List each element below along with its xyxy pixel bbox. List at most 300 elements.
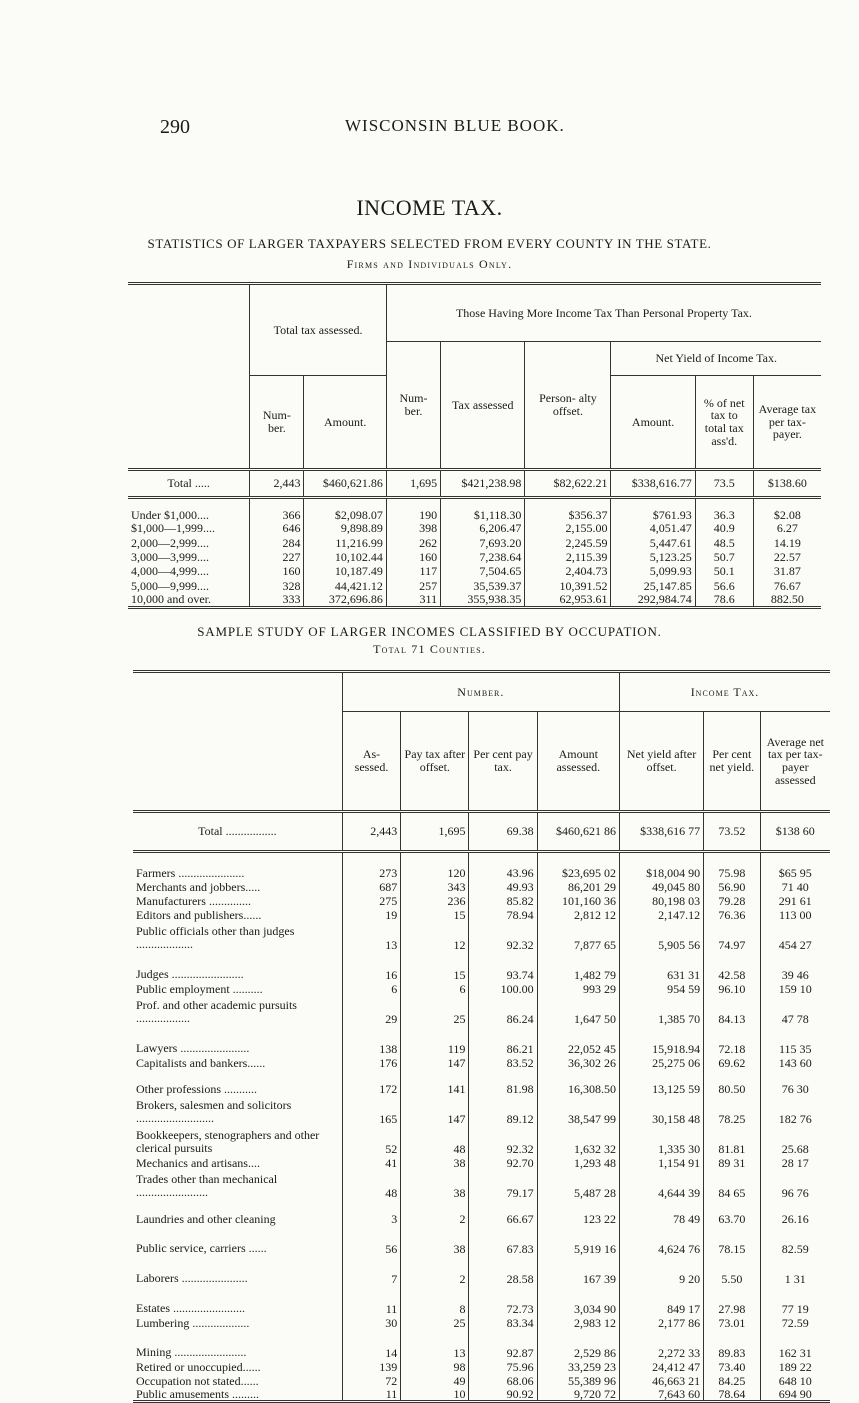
total-cell: 2,443 — [342, 812, 401, 852]
table-cell: 159 10 — [760, 982, 830, 996]
row-label: Bookkeepers, stenographers and other clerical pursuits — [136, 1128, 320, 1156]
table-cell: 262 — [386, 536, 440, 550]
table-row — [133, 1156, 830, 1170]
table-row — [133, 1388, 830, 1402]
table-cell: 5,447.61 — [611, 536, 695, 550]
table-cell: 79.28 — [704, 894, 760, 908]
table-cell: 41 — [342, 1156, 401, 1170]
section1-subtitle: STATISTICS OF LARGER TAXPAYERS SELECTED FROM EVERY COUNTY IN THE STATE. — [147, 236, 712, 251]
table-cell: 13 — [401, 1330, 469, 1360]
table-cell: 15 — [401, 952, 469, 982]
table-cell: 273 — [342, 852, 401, 880]
table-cell: 56.90 — [704, 880, 760, 894]
table-row — [133, 894, 830, 908]
table-cell: 49 — [401, 1374, 469, 1388]
table-row — [133, 982, 830, 996]
table-cell: 69.62 — [704, 1056, 760, 1070]
row-label: Public employment .......... — [136, 981, 263, 996]
table-row — [133, 1360, 830, 1374]
table-cell: 1,385 70 — [619, 996, 703, 1026]
total-cell: $138.60 — [753, 470, 821, 498]
table-cell: 71 40 — [760, 880, 830, 894]
total-row — [128, 470, 821, 498]
table-cell: 2,983 12 — [537, 1316, 619, 1330]
table-cell: 117 — [386, 564, 440, 578]
table-cell: 83.34 — [469, 1316, 537, 1330]
table-cell: 50.7 — [695, 550, 753, 564]
table-row — [128, 564, 821, 578]
row-label: Public officials other than judges ................... — [136, 924, 295, 952]
table-cell: 160 — [386, 550, 440, 564]
table-cell: 75.96 — [469, 1360, 537, 1374]
table-cell: 7,877 65 — [537, 922, 619, 952]
table-cell: 42.58 — [704, 952, 760, 982]
table-cell: 4,624 76 — [619, 1226, 703, 1256]
table-row — [133, 1374, 830, 1388]
table-row — [128, 498, 821, 522]
row-label: Mechanics and artisans.... — [136, 1155, 260, 1170]
table-cell: 311 — [386, 593, 440, 607]
table-cell: 13 — [342, 922, 401, 952]
table-cell: 46,663 21 — [619, 1374, 703, 1388]
table-cell: 72.59 — [760, 1316, 830, 1330]
table-cell: 38 — [401, 1170, 469, 1200]
table-cell: 1,335 30 — [619, 1126, 703, 1156]
row-label: Other professions ........... — [136, 1081, 257, 1096]
table-row — [133, 1330, 830, 1360]
table-cell: 176 — [342, 1056, 401, 1070]
table-row — [133, 1096, 830, 1126]
table-cell: 1,482 79 — [537, 952, 619, 982]
table-row — [128, 536, 821, 550]
row-label: Trades other than mechanical ........................ — [136, 1172, 278, 1200]
header-number-group: Number. — [342, 672, 619, 712]
table-cell: 22.57 — [753, 550, 821, 564]
page-title: INCOME TAX. — [356, 195, 503, 220]
table-cell: 6,206.47 — [441, 522, 525, 536]
table-cell: 147 — [401, 1096, 469, 1126]
row-label: Laborers ...................... — [136, 1271, 248, 1286]
row-label: Brokers, salesmen and solicitors .......................... — [136, 1098, 292, 1126]
table-cell: 24,412 47 — [619, 1360, 703, 1374]
table-cell: 49,045 80 — [619, 880, 703, 894]
table-row — [133, 1256, 830, 1286]
table-cell: 98 — [401, 1360, 469, 1374]
table-cell: $2,098.07 — [304, 498, 386, 522]
row-label: Judges ........................ — [136, 967, 244, 982]
table-cell: 25,147.85 — [611, 579, 695, 593]
table-cell: 257 — [386, 579, 440, 593]
table-cell: 78.15 — [704, 1226, 760, 1256]
header-amount2: Amount. — [611, 376, 695, 470]
header-number: Num- ber. — [250, 376, 304, 470]
table-cell: 84 65 — [704, 1170, 760, 1200]
table-cell: 92.32 — [469, 1126, 537, 1156]
row-label: 4,000—4,999.... — [131, 564, 209, 579]
header-per-cent-pay: Per cent pay tax. — [469, 712, 537, 812]
table-cell: 366 — [250, 498, 304, 522]
table-cell: 78.25 — [704, 1096, 760, 1126]
table-cell: 3 — [342, 1200, 401, 1226]
table-cell: 3,034 90 — [537, 1286, 619, 1316]
table-cell: $23,695 02 — [537, 852, 619, 880]
table-cell: 96.10 — [704, 982, 760, 996]
row-label: Laundries and other cleaning — [136, 1211, 276, 1226]
table-cell: 49.93 — [469, 880, 537, 894]
section1-subtitle-2: Firms and Individuals Only. — [346, 257, 513, 271]
table-cell: 86.21 — [469, 1026, 537, 1056]
table-cell: 6.27 — [753, 522, 821, 536]
table-cell: 119 — [401, 1026, 469, 1056]
table-row — [133, 1070, 830, 1096]
table-cell: 92.70 — [469, 1156, 537, 1170]
page-number: 290 — [160, 116, 190, 138]
table-cell: 10,391.52 — [525, 579, 611, 593]
header-avg-net-tax: Average net tax per tax- payer assessed — [760, 712, 830, 812]
table-cell: 2,272 33 — [619, 1330, 703, 1360]
row-label: Lumbering ................... — [136, 1315, 250, 1330]
table-cell: 284 — [250, 536, 304, 550]
table-cell: 38 — [401, 1156, 469, 1170]
table-cell: 10,187.49 — [304, 564, 386, 578]
table-row — [133, 952, 830, 982]
table-cell: 113 00 — [760, 908, 830, 922]
table-cell: 7 — [342, 1256, 401, 1286]
total-cell: $421,238.98 — [441, 470, 525, 498]
table-cell: 5.50 — [704, 1256, 760, 1286]
table-cell: 84.25 — [704, 1374, 760, 1388]
table-cell: 12 — [401, 922, 469, 952]
table-cell: 30,158 48 — [619, 1096, 703, 1126]
total-row — [133, 812, 830, 852]
table-row — [133, 1126, 830, 1156]
table-cell: 2,245.59 — [525, 536, 611, 550]
table-cell: 30 — [342, 1316, 401, 1330]
table-cell: 7,504.65 — [441, 564, 525, 578]
table-cell: 5,123.25 — [611, 550, 695, 564]
table-cell: 333 — [250, 593, 304, 607]
table-cell: 81.81 — [704, 1126, 760, 1156]
table-cell: 7,693.20 — [441, 536, 525, 550]
table-cell: 454 27 — [760, 922, 830, 952]
table-cell: 78.94 — [469, 908, 537, 922]
table-cell: 2,812 12 — [537, 908, 619, 922]
table-cell: 68.06 — [469, 1374, 537, 1388]
table-row — [133, 1026, 830, 1056]
total-cell: $138 60 — [760, 812, 830, 852]
table-cell: 76.36 — [704, 908, 760, 922]
table-cell: 355,938.35 — [441, 593, 525, 607]
table-cell: 275 — [342, 894, 401, 908]
section2-subtitle: SAMPLE STUDY OF LARGER INCOMES CLASSIFIED BY OCCUPATION. — [197, 624, 662, 639]
table-cell: 25 — [401, 1316, 469, 1330]
table-row — [133, 996, 830, 1026]
table-cell: 115 35 — [760, 1026, 830, 1056]
table-cell: 82.59 — [760, 1226, 830, 1256]
table-cell: 10,102.44 — [304, 550, 386, 564]
table-row — [128, 593, 821, 607]
table-cell: 139 — [342, 1360, 401, 1374]
row-label: Estates ........................ — [136, 1301, 245, 1316]
table-cell: 291 61 — [760, 894, 830, 908]
header-pay-tax: Pay tax after offset. — [401, 712, 469, 812]
table-cell: 44,421.12 — [304, 579, 386, 593]
table-row — [128, 550, 821, 564]
table-cell: 48 — [342, 1170, 401, 1200]
table-cell: 2,177 86 — [619, 1316, 703, 1330]
table-cell: $356.37 — [525, 498, 611, 522]
total-cell: $338,616 77 — [619, 812, 703, 852]
table-cell: 100.00 — [469, 982, 537, 996]
table-cell: 372,696.86 — [304, 593, 386, 607]
table-row — [133, 908, 830, 922]
table-cell: 292,984.74 — [611, 593, 695, 607]
table-cell: 80.50 — [704, 1070, 760, 1096]
table-cell: 89.83 — [704, 1330, 760, 1360]
table-cell: 93.74 — [469, 952, 537, 982]
table-row — [133, 1170, 830, 1200]
table-cell: 882.50 — [753, 593, 821, 607]
table-cell: 73.01 — [704, 1316, 760, 1330]
table-cell: 694 90 — [760, 1388, 830, 1402]
table-cell: 328 — [250, 579, 304, 593]
table-cell: 2,155.00 — [525, 522, 611, 536]
header-tax-assessed: Tax assessed — [441, 342, 525, 470]
table-cell: 38 — [401, 1226, 469, 1256]
table-cell: 35,539.37 — [441, 579, 525, 593]
occupation-table — [133, 670, 830, 1403]
table-cell: 648 10 — [760, 1374, 830, 1388]
table-cell: 2,404.73 — [525, 564, 611, 578]
row-label: Retired or unoccupied...... — [136, 1359, 261, 1374]
table-cell: $18,004 90 — [619, 852, 703, 880]
table-cell: 15,918.94 — [619, 1026, 703, 1056]
table-cell: 26.16 — [760, 1200, 830, 1226]
taxpayers-table-body — [128, 498, 821, 608]
total-cell: 69.38 — [469, 812, 537, 852]
table-cell: 2,529 86 — [537, 1330, 619, 1360]
table-row — [128, 579, 821, 593]
table-cell: 687 — [342, 880, 401, 894]
table-cell: 7,238.64 — [441, 550, 525, 564]
table-cell: 25 — [401, 996, 469, 1026]
table-cell: 66.67 — [469, 1200, 537, 1226]
table-cell: 33,259 23 — [537, 1360, 619, 1374]
table-cell: 28 17 — [760, 1156, 830, 1170]
table-cell: 47 78 — [760, 996, 830, 1026]
row-label: Merchants and jobbers..... — [136, 879, 261, 894]
table-cell: 5,487 28 — [537, 1170, 619, 1200]
table-cell: 67.83 — [469, 1226, 537, 1256]
table-cell: 398 — [386, 522, 440, 536]
table-cell: 27.98 — [704, 1286, 760, 1316]
table-cell: 189 22 — [760, 1360, 830, 1374]
table-cell: 849 17 — [619, 1286, 703, 1316]
table-cell: 76 30 — [760, 1070, 830, 1096]
table-cell: 75.98 — [704, 852, 760, 880]
row-label: Lawyers ....................... — [136, 1041, 250, 1056]
header-income-tax: Income Tax. — [619, 672, 830, 712]
occupation-table-body — [133, 852, 830, 1402]
table-cell: 92.87 — [469, 1330, 537, 1360]
table-cell: 36,302 26 — [537, 1056, 619, 1070]
table-cell: 9,720 72 — [537, 1388, 619, 1402]
table-cell: 167 39 — [537, 1256, 619, 1286]
table-cell: 147 — [401, 1056, 469, 1070]
table-cell: 77 19 — [760, 1286, 830, 1316]
row-label: 2,000—2,999.... — [131, 535, 209, 550]
table-cell: 6 — [342, 982, 401, 996]
table-cell: $1,118.30 — [441, 498, 525, 522]
table-cell: 143 60 — [760, 1056, 830, 1070]
row-label: Manufacturers .............. — [136, 893, 251, 908]
table-cell: 38,547 99 — [537, 1096, 619, 1126]
table-cell: 646 — [250, 522, 304, 536]
table-cell: 92.32 — [469, 922, 537, 952]
table-cell: 48 — [401, 1126, 469, 1156]
row-label: 10,000 and over. — [128, 593, 250, 607]
row-label: Capitalists and bankers...... — [136, 1055, 266, 1070]
row-label: Public service, carriers ...... — [136, 1241, 267, 1256]
table-row — [133, 922, 830, 952]
table-cell: 73.40 — [704, 1360, 760, 1374]
table-row — [133, 1056, 830, 1070]
table-row — [133, 1200, 830, 1226]
row-label: $1,000—1,999.... — [131, 521, 215, 536]
table-cell: 96 76 — [760, 1170, 830, 1200]
table-cell: $2.08 — [753, 498, 821, 522]
table-cell: 101,160 36 — [537, 894, 619, 908]
header-pct-net-tax: % of net tax to total tax ass'd. — [695, 376, 753, 470]
header-total-tax-assessed: Total tax assessed. — [250, 284, 387, 376]
table-cell: 120 — [401, 852, 469, 880]
table-cell: 14.19 — [753, 536, 821, 550]
running-head: WISCONSIN BLUE BOOK. — [345, 116, 565, 135]
table-cell: 13,125 59 — [619, 1070, 703, 1096]
header-per-cent-net: Per cent net yield. — [704, 712, 760, 812]
table-cell: 25,275 06 — [619, 1056, 703, 1070]
table-cell: 631 31 — [619, 952, 703, 982]
total-cell: $338,616.77 — [611, 470, 695, 498]
table-cell: $65 95 — [760, 852, 830, 880]
table-cell: 4,051.47 — [611, 522, 695, 536]
total-cell: 73.52 — [704, 812, 760, 852]
table-cell: 11,216.99 — [304, 536, 386, 550]
table-cell: 16 — [342, 952, 401, 982]
table-cell: 72.73 — [469, 1286, 537, 1316]
table-cell: 80,198 03 — [619, 894, 703, 908]
table-cell: 5,905 56 — [619, 922, 703, 952]
table-cell: 74.97 — [704, 922, 760, 952]
table-cell: 89.12 — [469, 1096, 537, 1126]
table-cell: 15 — [401, 908, 469, 922]
row-label: Public amusements ......... — [133, 1388, 342, 1402]
table-cell: $761.93 — [611, 498, 695, 522]
total-cell: $82,622.21 — [525, 470, 611, 498]
table-cell: 138 — [342, 1026, 401, 1056]
total-label: Total ..... — [128, 470, 250, 498]
table-cell: 90.92 — [469, 1388, 537, 1402]
table-cell: 172 — [342, 1070, 401, 1096]
table-cell: 86,201 29 — [537, 880, 619, 894]
table-cell: 72 — [342, 1374, 401, 1388]
table-cell: 227 — [250, 550, 304, 564]
table-cell: 4,644 39 — [619, 1170, 703, 1200]
table-cell: 84.13 — [704, 996, 760, 1026]
row-label: Under $1,000.... — [131, 507, 209, 522]
table-cell: 2,115.39 — [525, 550, 611, 564]
table-cell: 1 31 — [760, 1256, 830, 1286]
row-label: Prof. and other academic pursuits .................. — [136, 998, 297, 1026]
table-cell: 22,052 45 — [537, 1026, 619, 1056]
table-cell: 165 — [342, 1096, 401, 1126]
table-row — [133, 1226, 830, 1256]
header-those-having: Those Having More Income Tax Than Personal Property Tax. — [386, 284, 821, 342]
row-label: Farmers ...................... — [136, 865, 245, 880]
table-cell: 29 — [342, 996, 401, 1026]
table-cell: 39 46 — [760, 952, 830, 982]
row-label: Occupation not stated...... — [136, 1373, 259, 1388]
table-cell: 2 — [401, 1200, 469, 1226]
header-avg-tax: Average tax per tax- payer. — [753, 376, 821, 470]
table-cell: 14 — [342, 1330, 401, 1360]
row-label: Mining ........................ — [136, 1345, 247, 1360]
table-cell: 2,147.12 — [619, 908, 703, 922]
table-cell: 28.58 — [469, 1256, 537, 1286]
table-cell: 56 — [342, 1226, 401, 1256]
table-cell: 123 22 — [537, 1200, 619, 1226]
total-cell: $460,621 86 — [537, 812, 619, 852]
table-cell: 5,099.93 — [611, 564, 695, 578]
table-cell: 190 — [386, 498, 440, 522]
table-cell: 9 20 — [619, 1256, 703, 1286]
stub-header — [128, 284, 250, 470]
header-assessed: As- sessed. — [342, 712, 401, 812]
table-cell: 78.64 — [704, 1388, 760, 1402]
table-cell: 89 31 — [704, 1156, 760, 1170]
table-cell: 56.6 — [695, 579, 753, 593]
table-cell: 52 — [342, 1126, 401, 1156]
total-cell: 1,695 — [386, 470, 440, 498]
total-cell: 1,695 — [401, 812, 469, 852]
table-cell: 182 76 — [760, 1096, 830, 1126]
table-cell: 79.17 — [469, 1170, 537, 1200]
table-row — [133, 852, 830, 880]
table-cell: 63.70 — [704, 1200, 760, 1226]
row-label: Editors and publishers...... — [136, 907, 262, 922]
table-cell: 9,898.89 — [304, 522, 386, 536]
table-cell: 62,953.61 — [525, 593, 611, 607]
table-cell: 86.24 — [469, 996, 537, 1026]
table-cell: 76.67 — [753, 579, 821, 593]
table-cell: 6 — [401, 982, 469, 996]
table-cell: 7,643 60 — [619, 1388, 703, 1402]
table-cell: 19 — [342, 908, 401, 922]
table-cell: 78.6 — [695, 593, 753, 607]
table-cell: 8 — [401, 1286, 469, 1316]
table-cell: 10 — [401, 1388, 469, 1402]
row-label: 5,000—9,999.... — [131, 578, 209, 593]
table-cell: 11 — [342, 1286, 401, 1316]
table-cell: 343 — [401, 880, 469, 894]
table-cell: 236 — [401, 894, 469, 908]
table-cell: 954 59 — [619, 982, 703, 996]
table-cell: 78 49 — [619, 1200, 703, 1226]
table-cell: 36.3 — [695, 498, 753, 522]
header-personalty-offset: Person- alty offset. — [525, 342, 611, 470]
table-row — [128, 522, 821, 536]
header-number2: Num- ber. — [386, 342, 440, 470]
